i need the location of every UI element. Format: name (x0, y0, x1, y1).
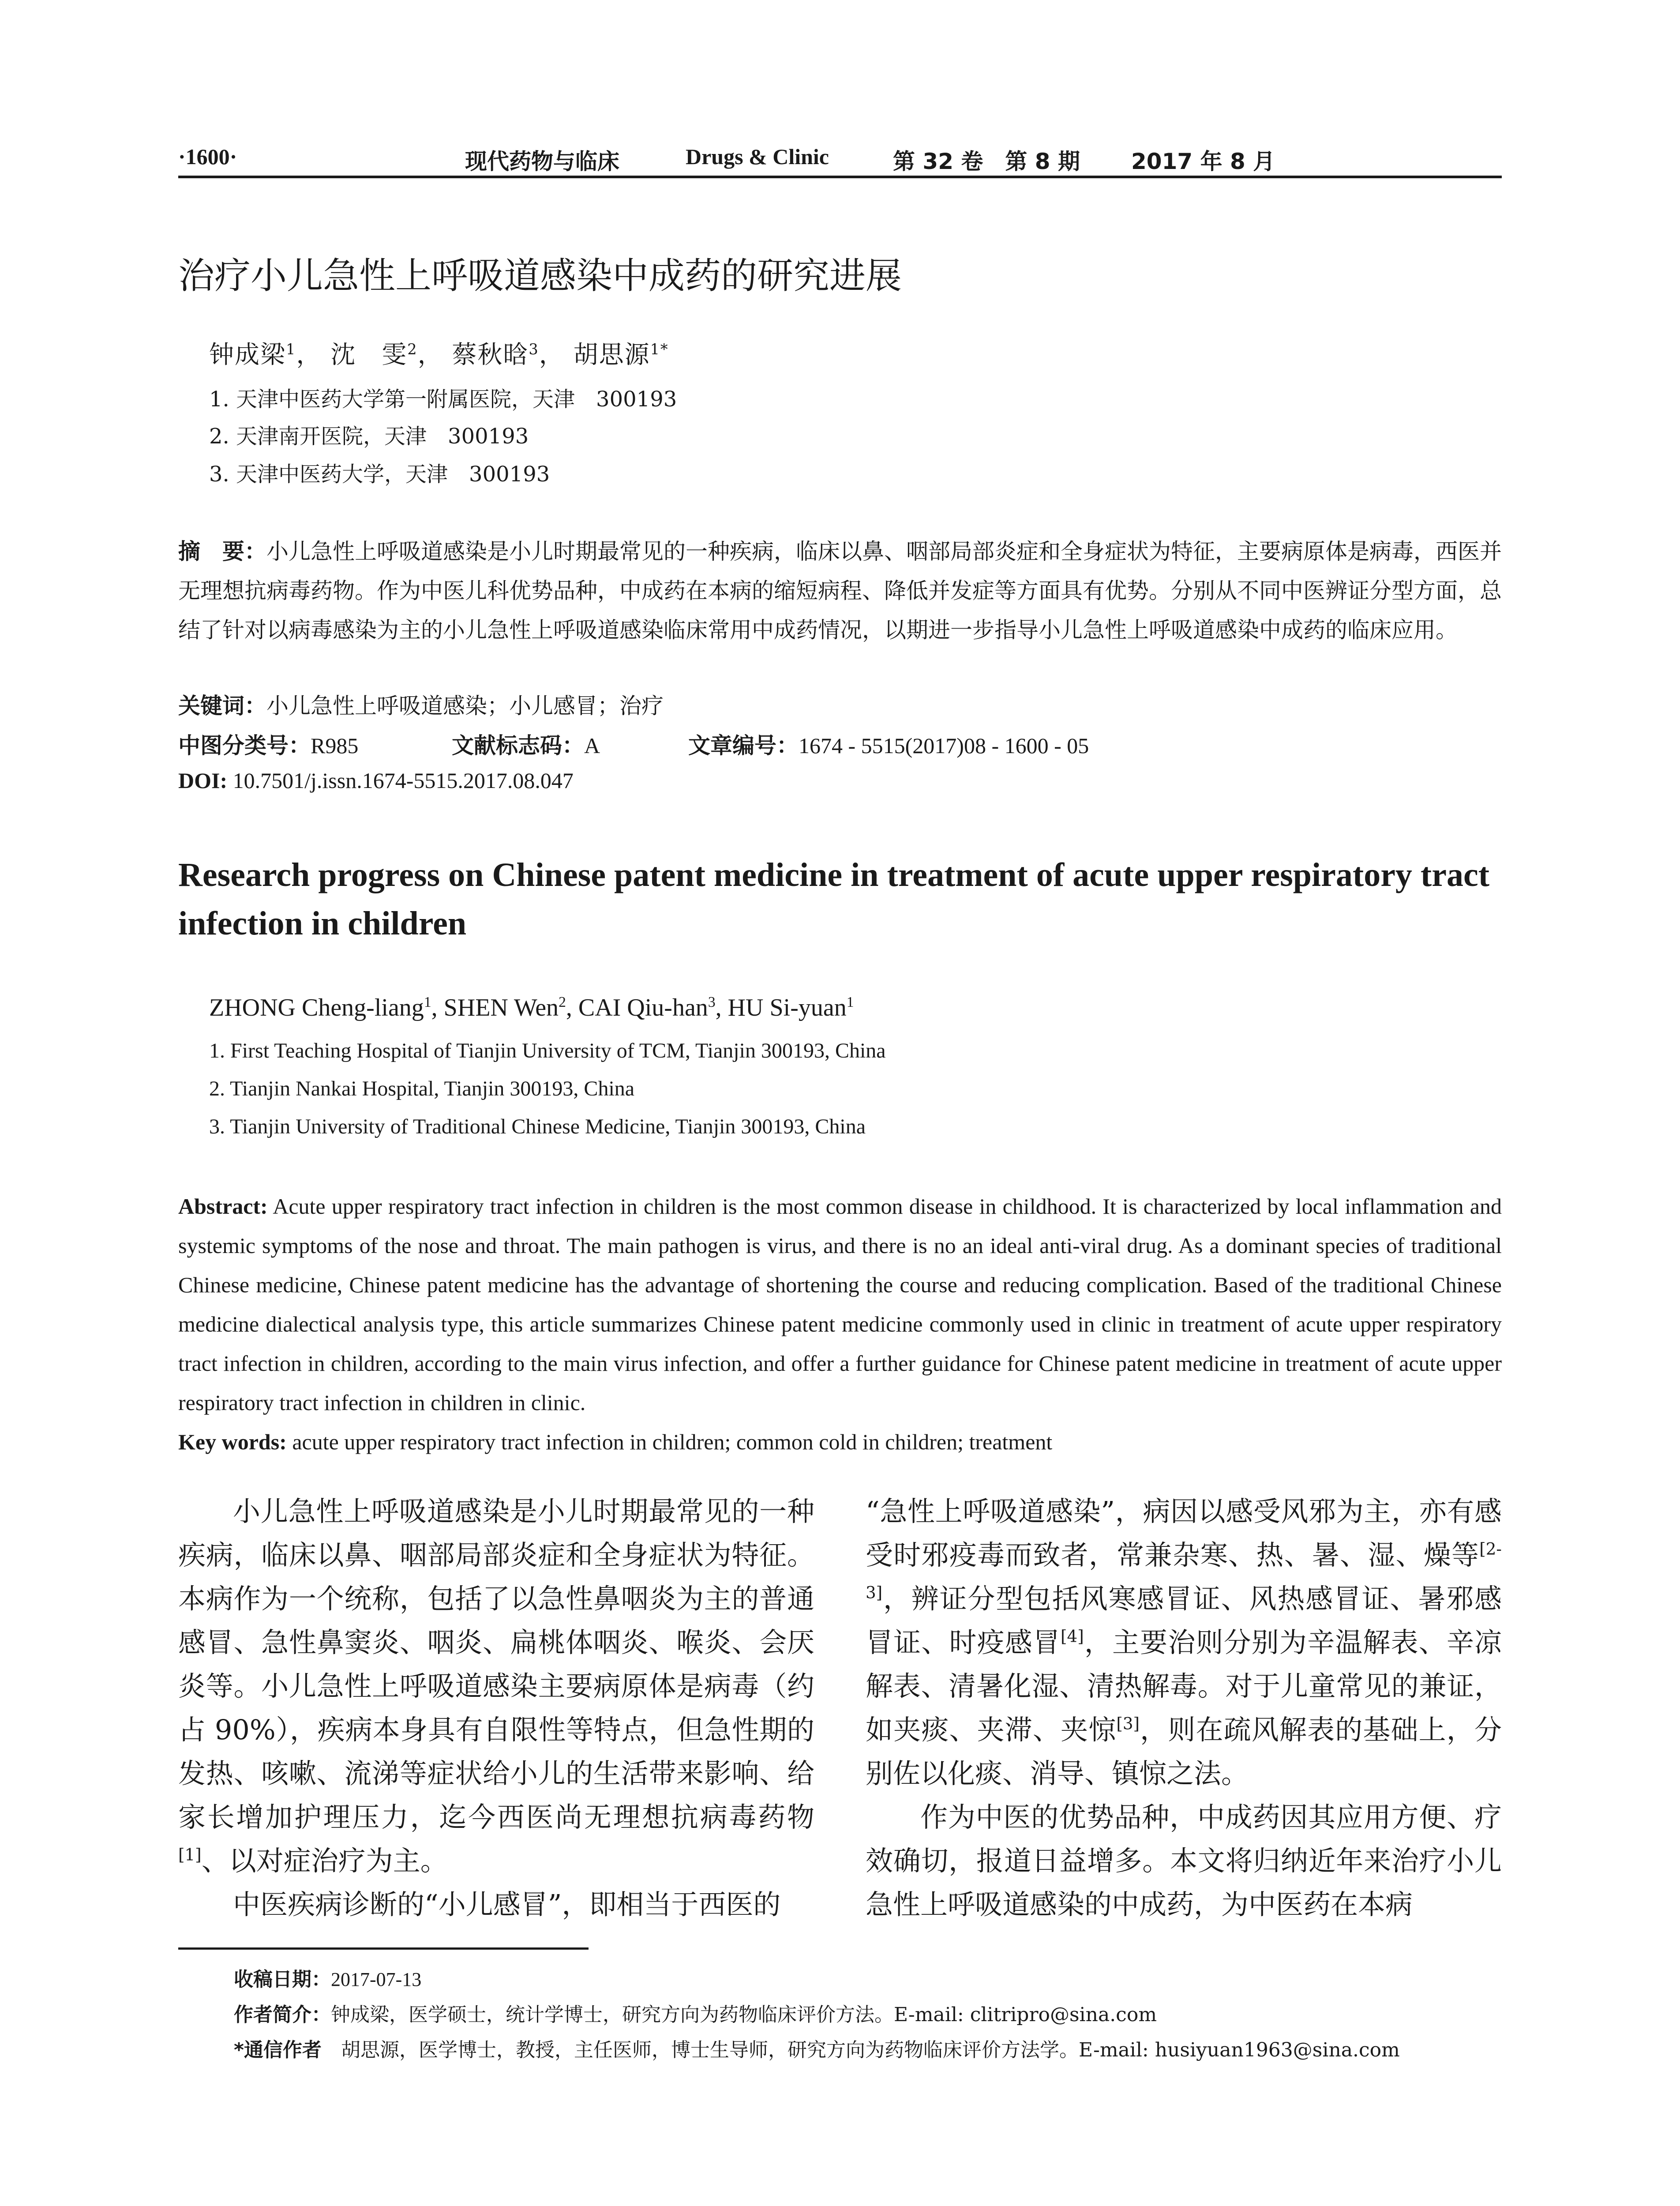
doi-label: DOI: (178, 768, 228, 793)
body-paragraph (866, 1795, 1502, 1926)
clc-value: R985 (311, 733, 359, 758)
keywords-text-cn: 小儿急性上呼吸道感染；小儿感冒；治疗 (266, 693, 664, 719)
keywords-en (178, 1422, 1502, 1462)
author-name: 胡思源 (573, 341, 650, 369)
citation: [2-3] (866, 1539, 1502, 1602)
author-mark: 1 (286, 340, 296, 358)
classification-line (178, 728, 358, 760)
keywords-label-en: Key words: (178, 1429, 287, 1454)
author-list-en: ZHONG Cheng-liang$^1$, SHEN Wen$^2$, CAI Qiu-han$^3$, HU Si-yuan$^1$ (209, 994, 854, 1021)
header-rule (178, 176, 1502, 178)
journal-name-cn: 现代药物与临床 (465, 149, 619, 174)
paragraph-text: ，则在疏风解表的基础上，分别佐以化痰、消导、镇惊之法。 (866, 1714, 1502, 1790)
footnote-rule (178, 1947, 589, 1950)
received-label: 收稿日期： (234, 1968, 331, 1991)
citation: [1] (178, 1845, 202, 1865)
author-name: 沈 雯 (330, 341, 408, 369)
abstract-label-cn: 摘 要： (178, 539, 266, 564)
abstract-label-en: Abstract: (178, 1194, 268, 1219)
author-mark: 1 (424, 994, 431, 1010)
paragraph-text: “急性上呼吸道感染”，病因以感受风邪为主，亦有感受时邪疫毒而致者，常兼杂寒、热、暑、湿、燥等 (866, 1495, 1502, 1571)
paragraph-text: 中医疾病诊断的“小儿感冒”，即相当于西医的 (233, 1888, 781, 1921)
doi-value: 10.7501/j.issn.1674-5515.2017.08.047 (227, 768, 574, 793)
author-mark: 1* (650, 340, 669, 358)
keywords-label-cn: 关键词： (178, 693, 266, 719)
abstract-text-en: Acute upper respiratory tract infection in children is the most common disease in childhood. It is characterized by local inflammation and systemic symptoms of the nose and throat. The main pathogen is virus, and there is no an ideal anti-viral drug. As a dominant species of traditional Chinese medicine, Chinese patent medicine has the advantage of shortening the course and reducing complication. Based of the traditional Chinese medicine dialectical analysis type, this article summarizes Chinese patent medicine commonly used in clinic in treatment of acute upper respiratory tract infection in children, according to the main virus infection, and offer a further guidance for Chinese patent medicine in treatment of acute upper respiratory tract infection in children in clinic. (178, 1194, 1502, 1415)
keywords-cn (178, 688, 664, 720)
author-name: CAI Qiu-han (578, 994, 708, 1021)
author-mark: 1 (846, 994, 854, 1010)
paragraph-text: ，辨证分型包括风寒感冒证、风热感冒证、暑邪感冒证、时疫感冒 (866, 1583, 1502, 1658)
author-mark: 3 (708, 994, 716, 1010)
doi-line (178, 768, 574, 793)
bio-text: 钟成梁，医学硕士，统计学博士，研究方向为药物临床评价方法。E-mail: clitripro@sina.com (331, 2003, 1157, 2026)
abstract-text-cn: 小儿急性上呼吸道感染是小儿时期最常见的一种疾病，临床以鼻、咽部局部炎症和全身症状为特征，主要病原体是病毒，西医并无理想抗病毒药物。作为中医儿科优势品种，中成药在本病的缩短病程、降低并发症等方面具有优势。分别从不同中医辨证分型方面，总结了针对以病毒感染为主的小儿急性上呼吸道感染临床常用中成药情况，以期进一步指导小儿急性上呼吸道感染中成药的临床应用。 (178, 539, 1502, 643)
paragraph-text: 小儿急性上呼吸道感染是小儿时期最常见的一种疾病，临床以鼻、咽部局部炎症和全身症状为特征。本病作为一个统称，包括了以急性鼻咽炎为主的普通感冒、急性鼻窦炎、咽炎、扁桃体咽炎、喉炎、会厌炎等。小儿急性上呼吸道感染主要病原体是病毒（约占 90%），疾病本身具有自限性等特点，但急性期的发热、咳嗽、流涕等症状给小儿的生活带来影响、给家长增加护理压力，迄今西医尚无理想抗病毒药物 (178, 1495, 814, 1833)
doccode-value: A (584, 733, 600, 758)
paragraph-text: ，主要治则分别为辛温解表、辛凉解表、清暑化湿、清热解毒。对于儿童常见的兼证，如夹痰、夹滞、夹惊 (866, 1626, 1502, 1746)
corresponding-label: *通信作者 (234, 2039, 322, 2061)
paragraph-text: 作为中医的优势品种，中成药因其应用方便、疗效确切，报道日益增多。本文将归纳近年来治疗小儿急性上呼吸道感染的中成药，为中医药在本病 (866, 1801, 1502, 1921)
citation: [4] (1061, 1626, 1084, 1646)
abstract-cn (178, 532, 1502, 650)
body-paragraph (178, 1489, 814, 1883)
author-mark: 2 (559, 994, 566, 1010)
page-number: ·1600· (178, 144, 237, 169)
affiliation-cn: 2. 天津南开医院，天津 300193 (209, 424, 529, 449)
body-column-left (178, 1489, 814, 1926)
affiliation-en: 3. Tianjin University of Traditional Chinese Medicine, Tianjin 300193, China (209, 1115, 866, 1138)
paragraph-text: 、以对症治疗为主。 (201, 1845, 448, 1877)
affiliation-en: 1. First Teaching Hospital of Tianjin University of TCM, Tianjin 300193, China (209, 1039, 886, 1062)
body-column-right (866, 1489, 1502, 1926)
received-date: 2017-07-13 (331, 1969, 422, 1990)
footnote-corresponding (234, 2034, 1400, 2062)
body-paragraph (866, 1489, 1502, 1795)
affiliation-en: 2. Tianjin Nankai Hospital, Tianjin 300193, China (209, 1077, 635, 1100)
bio-label: 作者简介： (234, 2003, 331, 2026)
affiliation-cn: 3. 天津中医药大学，天津 300193 (209, 462, 550, 487)
doccode-line (452, 728, 600, 760)
author-name: HU Si-yuan (728, 994, 847, 1021)
volume-issue: 第 32 卷 第 8 期 (893, 149, 1080, 174)
issue-date: 2017 年 8 月 (1131, 149, 1275, 174)
affiliation-cn: 1. 天津中医药大学第一附属医院，天津 300193 (209, 387, 677, 412)
doccode-label: 文献标志码： (452, 733, 584, 758)
journal-name-en: Drugs & Clinic (686, 144, 829, 169)
author-name: SHEN Wen (443, 994, 559, 1021)
citation: [3] (1116, 1714, 1140, 1733)
author-name: 钟成梁 (209, 341, 286, 369)
corresponding-text: 胡思源，医学博士，教授，主任医师，博士生导师，研究方向为药物临床评价方法学。E-mail: husiyuan1963@sina.com (322, 2039, 1400, 2061)
keywords-text-en: acute upper respiratory tract infection in children; common cold in children; treatment (286, 1429, 1053, 1454)
footnote-received (234, 1963, 421, 1992)
author-name: ZHONG Cheng-liang (209, 994, 424, 1021)
author-list-cn: 钟成梁$^1$， 沈 雯$^2$， 蔡秋晗$^3$， 胡思源$^{1*}$ (209, 340, 669, 369)
running-header (178, 140, 1502, 176)
author-mark: 2 (407, 340, 418, 358)
articleno-value: 1674 - 5515(2017)08 - 1600 - 05 (799, 733, 1089, 758)
footnote-author-bio (234, 1999, 1157, 2027)
clc-label: 中图分类号： (178, 733, 311, 758)
abstract-en (178, 1187, 1502, 1422)
article-title-en: Research progress on Chinese patent medicine in treatment of acute upper respiratory tract infection in children (178, 856, 1490, 942)
article-title-cn: 治疗小儿急性上呼吸道感染中成药的研究进展 (178, 255, 902, 297)
articleno-label: 文章编号： (688, 733, 799, 758)
author-mark: 3 (529, 340, 539, 358)
articleno-line (688, 728, 1089, 760)
body-paragraph (178, 1883, 814, 1926)
author-name: 蔡秋晗 (452, 341, 529, 369)
